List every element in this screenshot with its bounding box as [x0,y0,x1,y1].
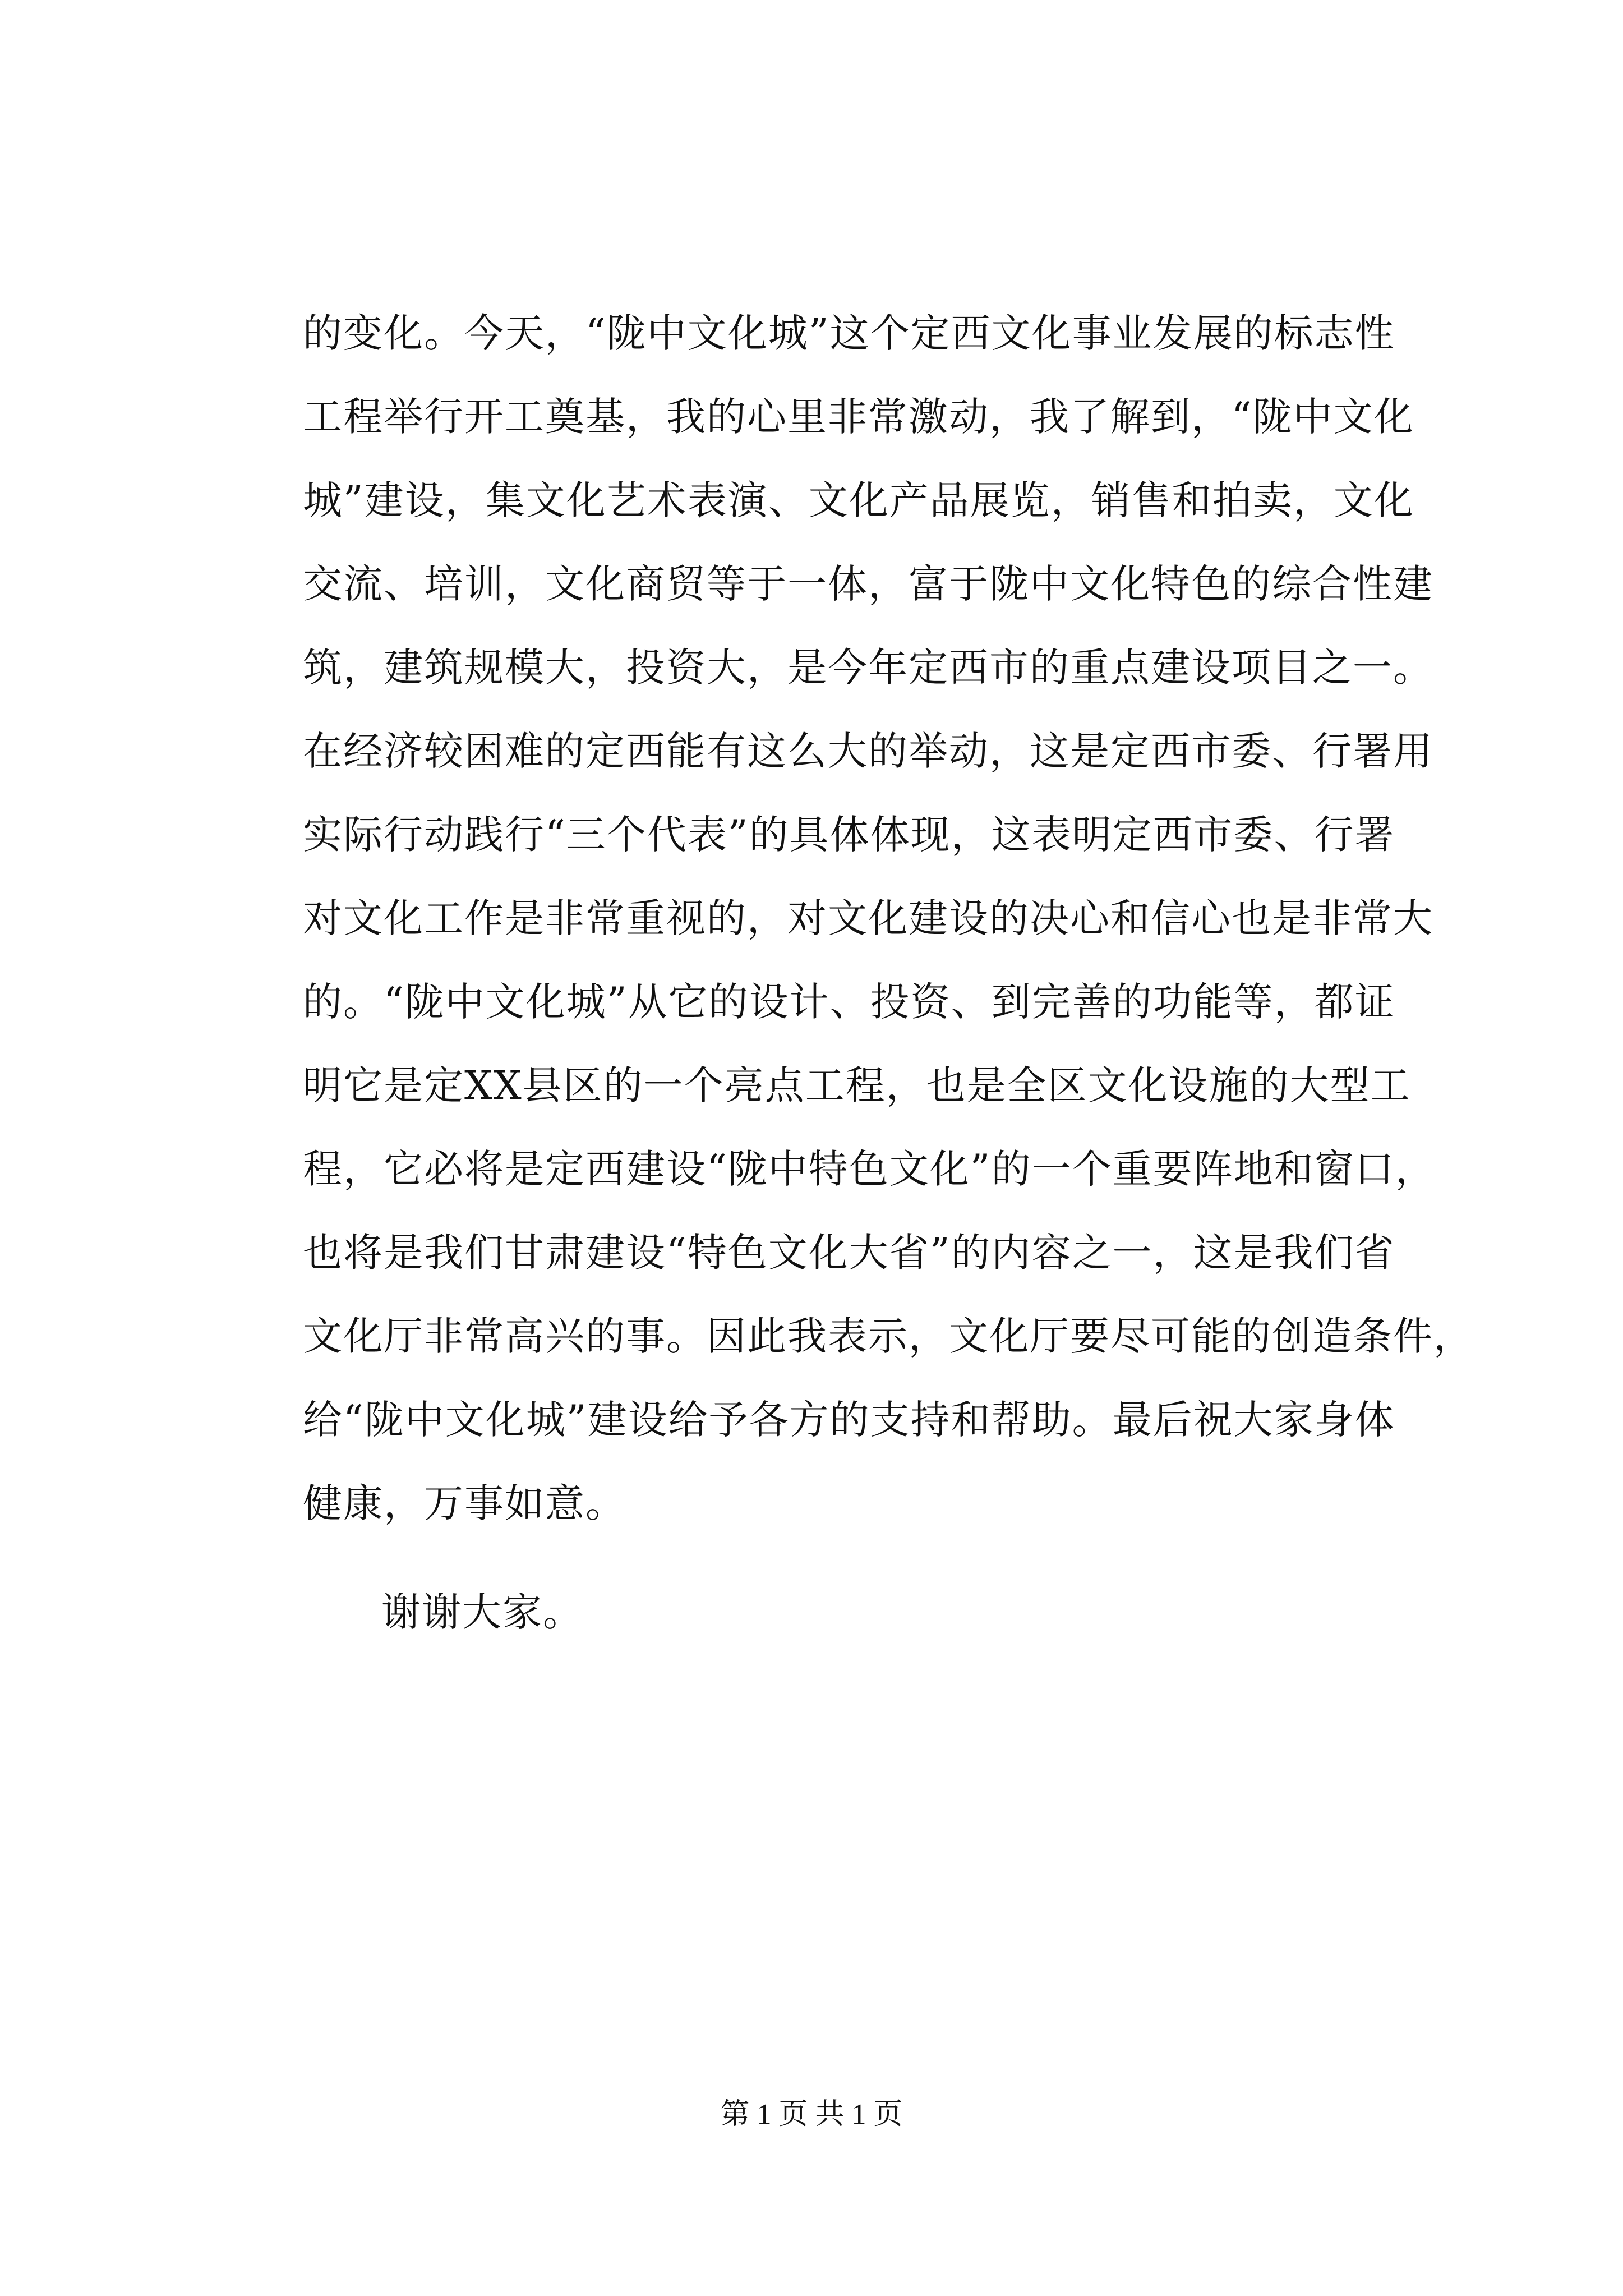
paragraph-line: 明它是定XX县区的一个亮点工程，也是全区文化设施的大型工 [303,1062,1411,1108]
paragraph-line: 在经济较困难的定西能有这么大的举动，这是定西市委、行署用 [303,728,1433,774]
paragraph-line: 对文化工作是非常重视的，对文化建设的决心和信心也是非常大 [303,895,1433,941]
paragraph-line: 文化厅非常高兴的事。因此我表示，文化厅要尽可能的创造条件， [303,1313,1474,1359]
paragraph-line: 的变化。今天，“陇中文化城”这个定西文化事业发展的标志性 [303,310,1395,356]
closing-text: 谢谢大家。 [381,1589,583,1635]
paragraph-line: 实际行动践行“三个代表”的具体体现，这表明定西市委、行署 [303,812,1395,858]
paragraph-line: 健康，万事如意。 [303,1480,626,1526]
page-footer: 第 1 页 共 1 页 [720,2099,903,2131]
paragraph-line: 交流、培训，文化商贸等于一体，富于陇中文化特色的综合性建 [303,561,1433,607]
paragraph-line: 程，它必将是定西建设“陇中特色文化”的一个重要阵地和窗口， [303,1146,1436,1192]
paragraph-line: 筑，建筑规模大，投资大，是今年定西市的重点建设项目之一。 [303,645,1433,691]
paragraph-line: 城”建设，集文化艺术表演、文化产品展览，销售和拍卖，文化 [303,477,1414,523]
paragraph-line: 的。“陇中文化城”从它的设计、投资、到完善的功能等，都证 [303,979,1395,1025]
paragraph-line: 给“陇中文化城”建设给予各方的支持和帮助。最后祝大家身体 [303,1397,1395,1443]
closing-paragraph [303,1571,1481,1654]
paragraph-line: 也将是我们甘肃建设“特色文化大省”的内容之一，这是我们省 [303,1230,1395,1276]
body-paragraph [303,292,1481,1545]
paragraph-line: 工程举行开工奠基，我的心里非常激动，我了解到，“陇中文化 [303,394,1414,440]
